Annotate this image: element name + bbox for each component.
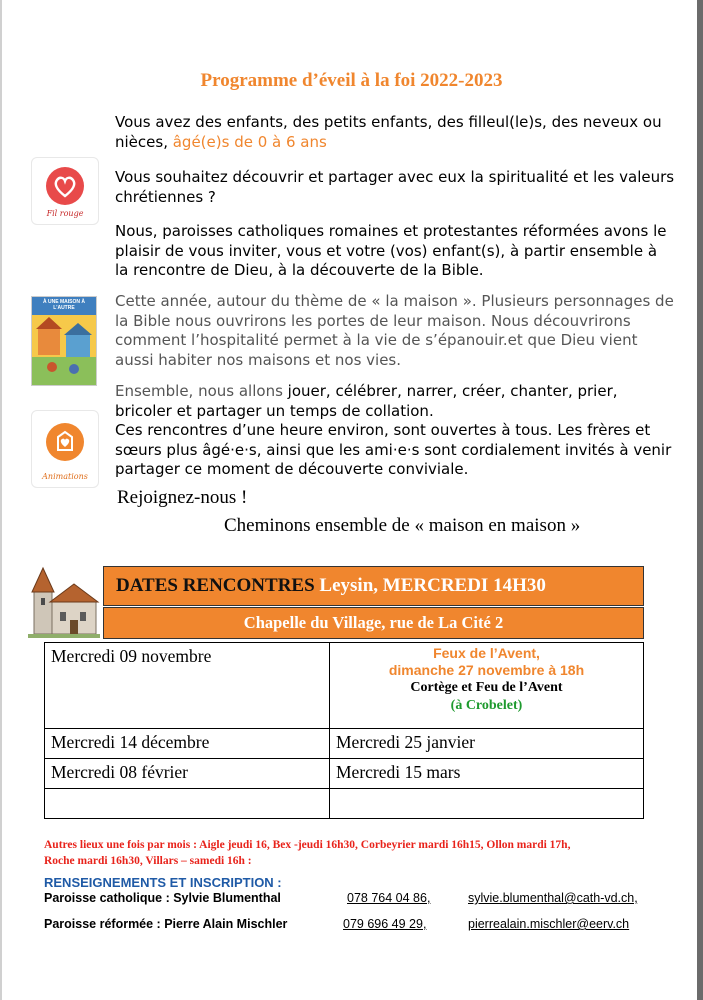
other-places [44, 837, 664, 869]
dates-header-label: DATES RENCONTRES [116, 575, 315, 596]
intro-paragraph-1 [115, 113, 675, 152]
advent-desc: Cortège et Feu de l’Avent [410, 680, 563, 695]
cath-contact-label: Paroisse catholique : Sylvie Blumenthal [44, 891, 281, 905]
table-cell [45, 729, 330, 759]
contacts-heading: RENSEIGNEMENTS ET INSCRIPTION : [44, 875, 282, 890]
fil-rouge-icon [31, 157, 99, 225]
table-row [45, 729, 644, 759]
dates-header [103, 566, 644, 606]
date-entry: Mercredi 09 novembre [51, 646, 212, 666]
intro-line: Vous souhaitez découvrir et partager avec eux la spiritualité et les valeurs [115, 168, 675, 186]
fil-rouge-label: Fil rouge [46, 209, 84, 218]
ref-email-link[interactable]: pierrealain.mischler@eerv.ch [468, 917, 630, 931]
page-title: Programme d’éveil à la foi 2022-2023 [200, 70, 503, 91]
cath-phone[interactable]: 078 764 04 86, [347, 891, 431, 905]
intro-line: Nous, paroisses catholiques romaines et protestantes réformées avons le [115, 222, 667, 240]
activities-line: Ces rencontres d’une heure environ, sont ouvertes à tous. Les frères et [115, 421, 651, 439]
join-heading: Rejoignez-nous ! [117, 487, 248, 508]
theme-line: Cette année, autour du thème de « la maison ». Plusieurs personnages de [115, 292, 674, 310]
intro-paragraph-2 [115, 168, 675, 207]
activities-paragraph [115, 382, 680, 480]
tagline: Cheminons ensemble de « maison en maison » [224, 515, 581, 536]
table-row [45, 759, 644, 789]
other-places-line: Roche mardi 16h30, Villars – samedi 16h : [44, 855, 252, 867]
table-row [45, 789, 644, 819]
table-cell [330, 789, 644, 819]
date-entry: Mercredi 08 février [51, 762, 189, 782]
page-edge-right [697, 0, 703, 1000]
book-title: À UNE MAISON À L’AUTRE [43, 299, 85, 311]
table-cell [45, 789, 330, 819]
intro-paragraph-3 [115, 222, 675, 281]
activities-line: bricoler et partager un temps de collation. [115, 401, 434, 420]
advent-date: dimanche 27 novembre à 18h [388, 662, 585, 678]
table-cell [45, 759, 330, 789]
ref-phone[interactable]: 079 696 49 29, [343, 917, 427, 931]
advent-place: (à Crobelet) [450, 698, 523, 713]
date-entry: Mercredi 25 janvier [336, 732, 475, 752]
intro-line: chrétiennes ? [115, 187, 216, 206]
advent-title: Feux de l’Avent, [433, 645, 540, 661]
date-entry: Mercredi 15 mars [336, 762, 461, 782]
dates-location [103, 607, 644, 639]
intro-line: Vous avez des enfants, des petits enfants, des filleul(le)s, des neveux ou [115, 113, 662, 131]
table-cell [330, 643, 644, 729]
activities-line: Ensemble, nous allons jouer, célébrer, narrer, créer, chanter, prier, [115, 382, 618, 400]
ref-contact-label: Paroisse réformée : Pierre Alain Mischler [44, 917, 288, 931]
date-entry: Mercredi 14 décembre [51, 732, 210, 752]
theme-line: aussi habiter nos maisons et nos vies. [115, 350, 402, 369]
table-row [45, 643, 644, 729]
dates-table [44, 642, 644, 819]
theme-line: la Bible nous ouvrirons les portes de leur maison. Nous découvrirons [115, 311, 631, 330]
animations-label: Animations [42, 472, 88, 481]
intro-line: la rencontre de Dieu, à la découverte de la Bible. [115, 261, 484, 279]
activities-line: sœurs plus âgé·e·s, ainsi que les ami·e·s sont cordialement invités à venir [115, 440, 672, 459]
age-range: âgé(e)s de 0 à 6 ans [172, 132, 327, 151]
table-cell [330, 759, 644, 789]
theme-line: comment l’hospitalité permet à la vie de s’épanouir.et que Dieu vient [115, 331, 638, 349]
intro-line: nièces, âgé(e)s de 0 à 6 ans [115, 132, 327, 151]
dates-location-text: Chapelle du Village, rue de La Cité 2 [243, 613, 504, 632]
animations-icon [31, 410, 99, 488]
intro-line: plaisir de vous inviter, vous et votre (vos) enfant(s), à partir ensemble à [115, 241, 658, 260]
theme-paragraph [115, 292, 675, 370]
table-cell [330, 729, 644, 759]
page-edge-left [0, 0, 2, 1000]
chapel-image [28, 566, 100, 638]
other-places-line: Autres lieux une fois par mois : Aigle jeudi 16, Bex -jeudi 16h30, Corbeyrier mardi 16h15, Ollon mardi 17h, [44, 839, 571, 851]
book-cover-image [31, 296, 97, 386]
dates-header-info: Leysin, MERCREDI 14H30 [314, 575, 546, 596]
table-cell [45, 643, 330, 729]
activities-line: partager ce moment de découverte conviviale. [115, 460, 469, 478]
cath-email-link[interactable]: sylvie.blumenthal@cath-vd.ch, [468, 891, 638, 905]
